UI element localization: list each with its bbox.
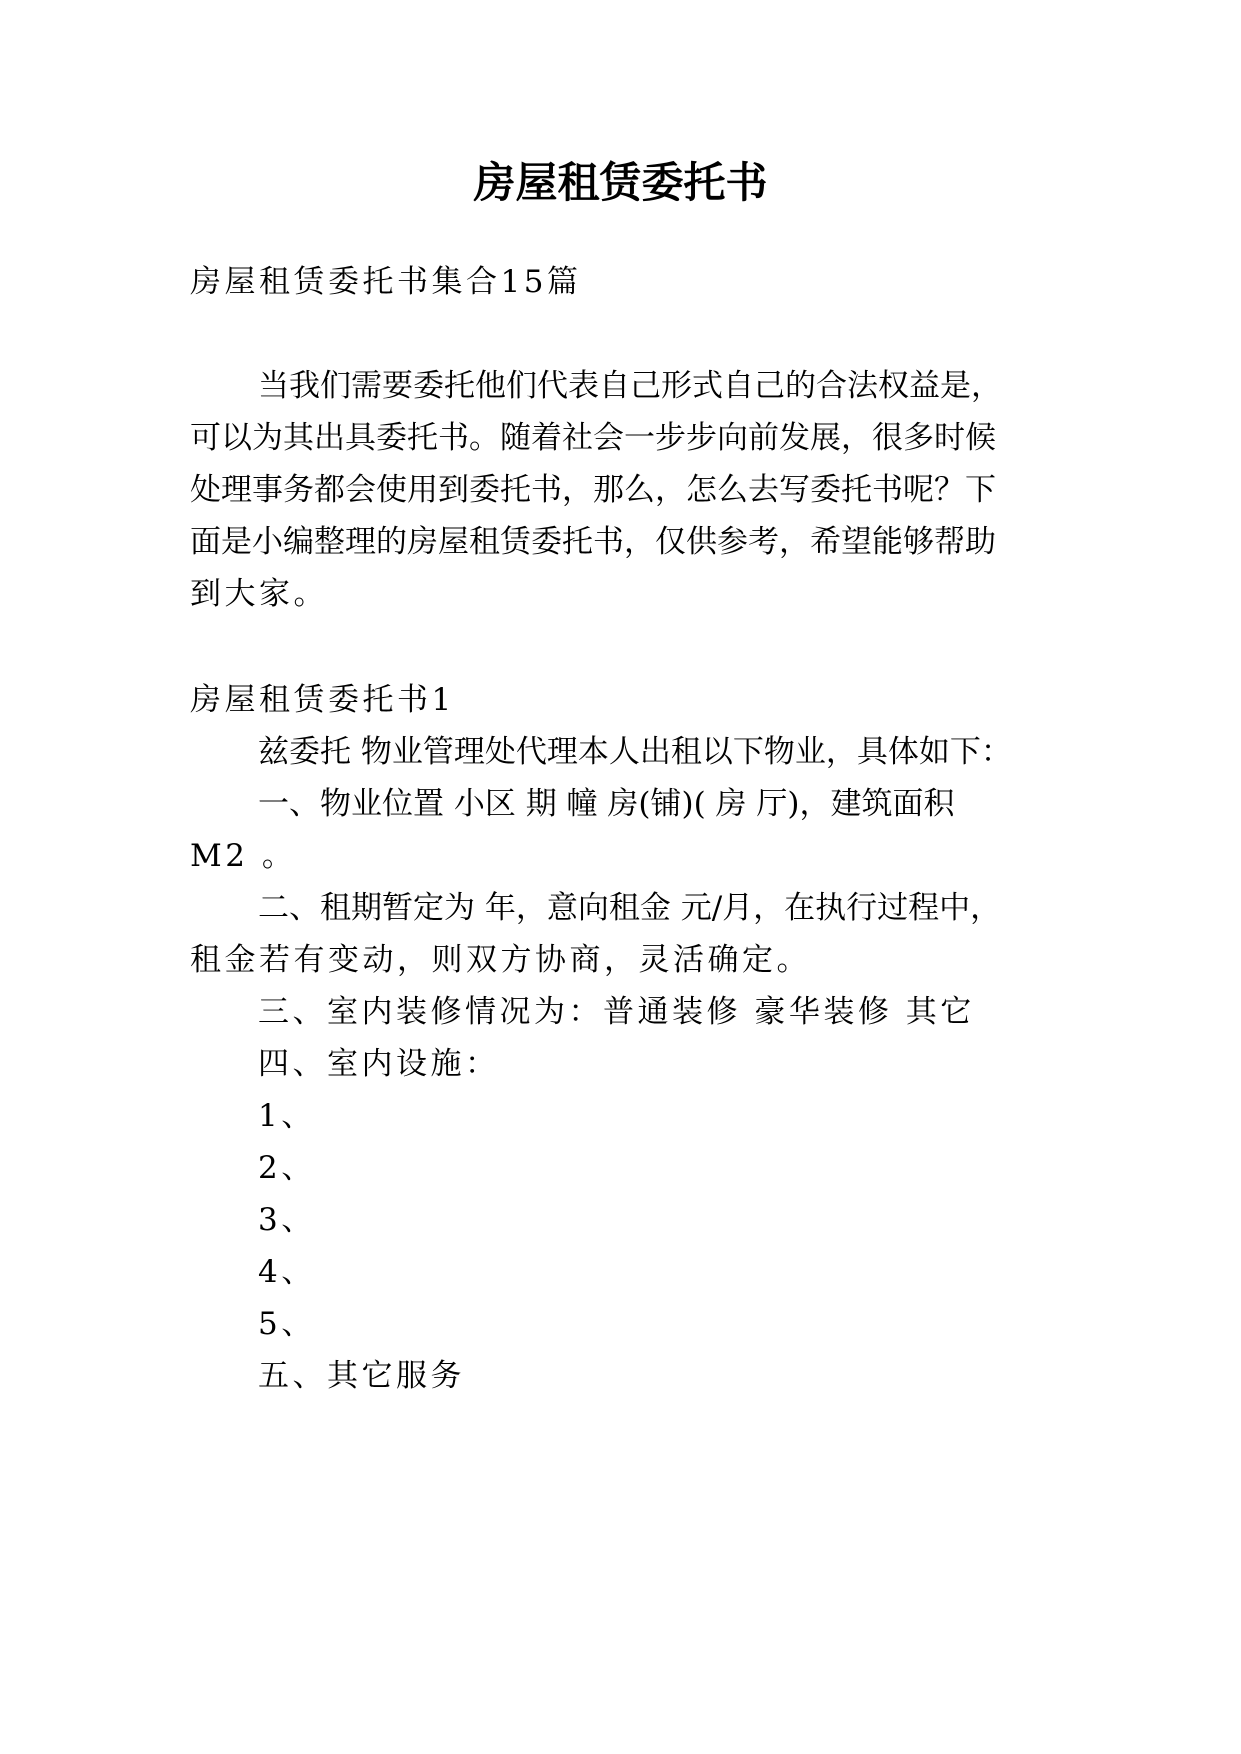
list-item-2: 2、 — [258, 1150, 316, 1186]
intro-line-4: 面是小编整理的房屋租赁委托书，仅供参考，希望能够帮助 — [190, 524, 996, 560]
intro-line-3: 处理事务都会使用到委托书，那么，怎么去写委托书呢？下 — [190, 472, 996, 508]
intro-line-5: 到大家。 — [190, 576, 328, 612]
section-heading: 房屋租赁委托书1 — [190, 682, 455, 718]
section-line-1: 兹委托 物业管理处代理本人出租以下物业，具体如下： — [258, 734, 1012, 770]
document-subtitle: 房屋租赁委托书集合15篇 — [190, 264, 582, 300]
section-line-2: 一、物业位置 小区 期 幢 房(铺)( 房 厅)，建筑面积 — [258, 786, 955, 822]
section-line-7: 四、室内设施： — [258, 1046, 500, 1082]
list-item-4: 4、 — [258, 1254, 316, 1290]
list-item-1: 1、 — [258, 1098, 316, 1134]
list-item-3: 3、 — [258, 1202, 316, 1238]
section-line-5: 租金若有变动，则双方协商，灵活确定。 — [190, 942, 811, 978]
section-line-3: M2 。 — [190, 838, 297, 874]
section-line-6: 三、室内装修情况为：普通装修 豪华装修 其它 — [258, 994, 975, 1030]
intro-line-1: 当我们需要委托他们代表自己形式自己的合法权益是， — [258, 368, 1002, 404]
section-line-4: 二、租期暂定为 年，意向租金 元/月，在执行过程中， — [258, 890, 1002, 926]
list-item-5: 5、 — [258, 1306, 316, 1342]
intro-line-2: 可以为其出具委托书。随着社会一步步向前发展，很多时候 — [190, 420, 996, 456]
section-line-other-services: 五、其它服务 — [258, 1358, 465, 1394]
document-title: 房屋租赁委托书 — [473, 158, 768, 207]
